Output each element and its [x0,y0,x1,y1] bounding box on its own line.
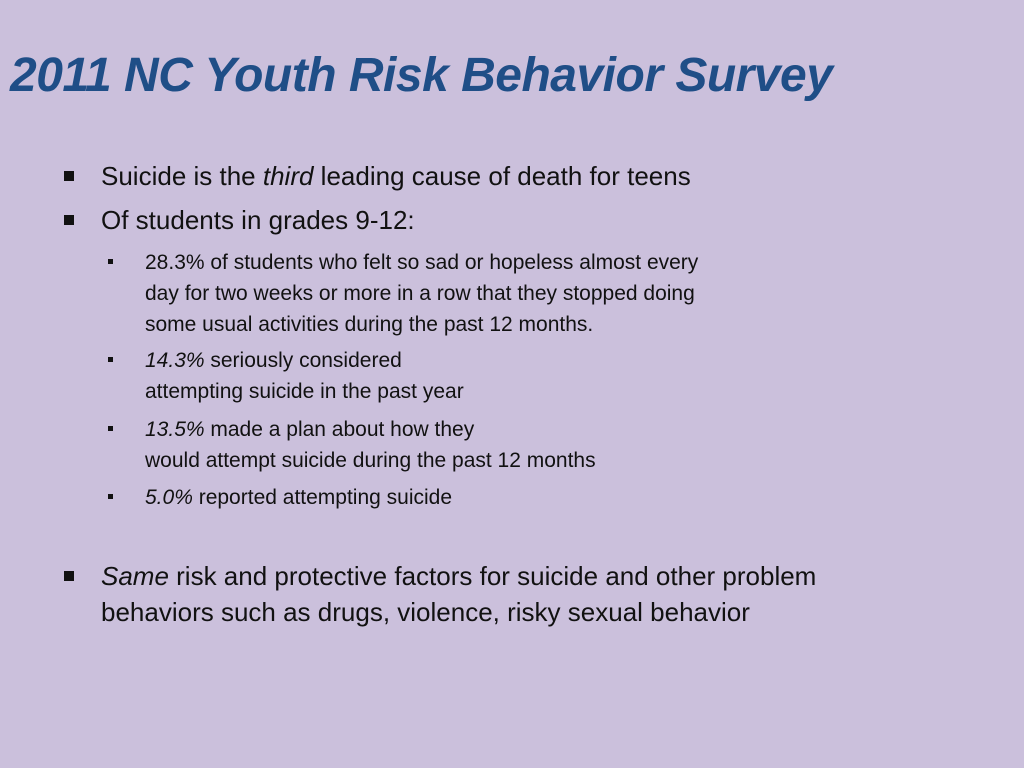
sub-bullet-line: day for two weeks or more in a row that they stopped doing [145,282,695,305]
bullet-text: Of students in grades 9-12: [101,205,415,235]
sub-bullet-item [108,247,868,340]
slide-title: 2011 NC Youth Risk Behavior Survey [10,49,833,102]
sub-bullet-text [145,345,868,407]
sub-bullet-item [108,414,868,476]
bullet-text [101,158,944,194]
bullet-lead: Suicide is the [101,161,263,191]
square-sub-bullet-icon [108,426,113,431]
sub-bullet-text [145,414,868,476]
square-sub-bullet-icon [108,357,113,362]
bullet-text [101,558,884,630]
sub-bullet-item [108,345,868,407]
bullet-rest: leading cause of death for teens [313,161,691,191]
bullet-item [64,202,944,238]
sub-bullet-text [145,247,868,340]
sub-bullet-line: would attempt suicide during the past 12 months [145,449,596,472]
bullet-item [64,558,884,630]
sub-bullet-line: 28.3% of students who felt so sad or hopeless almost every [145,251,699,274]
sub-bullet-emphasis: 14.3% [145,349,205,372]
bullet-emphasis: third [262,161,314,191]
sub-bullet-line: made a plan about how they [204,418,475,441]
sub-bullet-line: attempting suicide in the past year [145,380,464,403]
sub-bullet-line: reported attempting suicide [192,486,453,509]
square-bullet-icon [64,215,74,225]
square-sub-bullet-icon [108,259,113,264]
bullet-item [64,158,944,194]
bullet-emphasis: Same [101,561,169,591]
sub-bullet-emphasis: 5.0% [145,486,193,509]
sub-bullet-text [145,482,868,513]
sub-bullet-item [108,482,868,513]
sub-bullet-line: some usual activities during the past 12 months. [145,313,594,336]
sub-bullet-emphasis: 13.5% [145,418,205,441]
square-sub-bullet-icon [108,494,113,499]
bullet-rest: risk and protective factors for suicide and other problem behaviors such as drugs, violence, risky sexual behavior [101,561,817,627]
square-bullet-icon [64,171,74,181]
square-bullet-icon [64,571,74,581]
sub-bullet-line: seriously considered [204,349,402,372]
